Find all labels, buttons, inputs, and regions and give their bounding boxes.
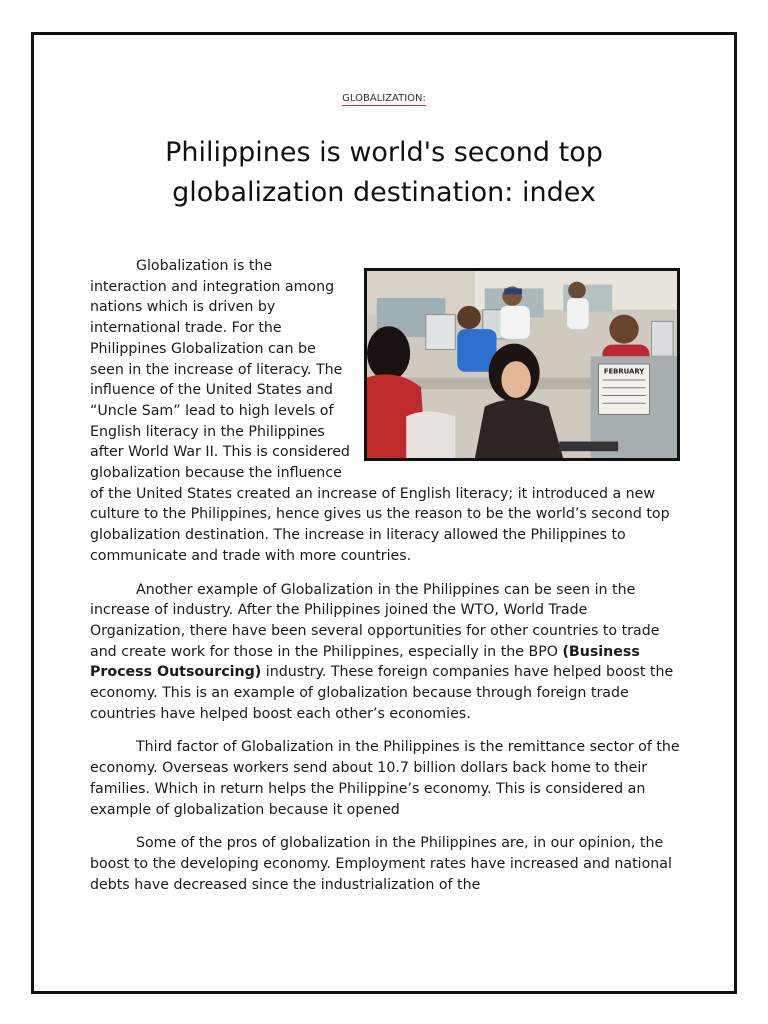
section-label: [0, 93, 768, 104]
section-label-text: GLOBALIZATION:: [342, 93, 426, 104]
paragraph-1: Globalization is the interaction and integration among nations which is driven by international trade. For the Philippines Globalization can be seen in the increase of literacy. The influence of the United States and “Uncle Sam” lead to high levels of English literacy in the Philippines after World War II. This is considered globalization because the influence of the United States created an increase of English literacy; it introduced a new culture to the Philippines, hence gives us the reason to be the world’s second top globalization destination. The increase in literacy allowed the Philippines to communicate and trade with more countries.: [90, 258, 670, 564]
paragraph-2-text-after: industry. These foreign companies have helped boost the economy. This is an example of globalization because through foreign trade countries have helped boost each other’s economies.: [90, 664, 674, 722]
paragraph-2: [90, 580, 680, 725]
paragraph-4: Some of the pros of globalization in the Philippines are, in our opinion, the boost to the developing economy. Employment rates have increased and national debts have decreased since the industrialization of the: [90, 835, 672, 893]
paragraph-3: Third factor of Globalization in the Philippines is the remittance sector of the economy. Overseas workers send about 10.7 billion dollars back home to their families. Which in return helps the Philippine’s economy. This is considered an example of globalization because it opened: [90, 739, 680, 818]
paragraph-2-bold: (Business Process Outsourcing): [90, 643, 640, 681]
call-center-photo: [364, 268, 680, 461]
call-center-illustration: [367, 271, 677, 458]
document-title: Philippines is world's second top globalization destination: index: [165, 137, 603, 208]
calendar-label: FEBRUARY: [603, 367, 645, 376]
document-body: [90, 256, 680, 908]
paragraph-2-text-before: Another example of Globalization in the Philippines can be seen in the increase of industry. After the Philippines joined the WTO, World Trade Organization, there have been several opportunities for other countries to trade and create work for those in the Philippines, especially in the BPO: [90, 581, 660, 660]
